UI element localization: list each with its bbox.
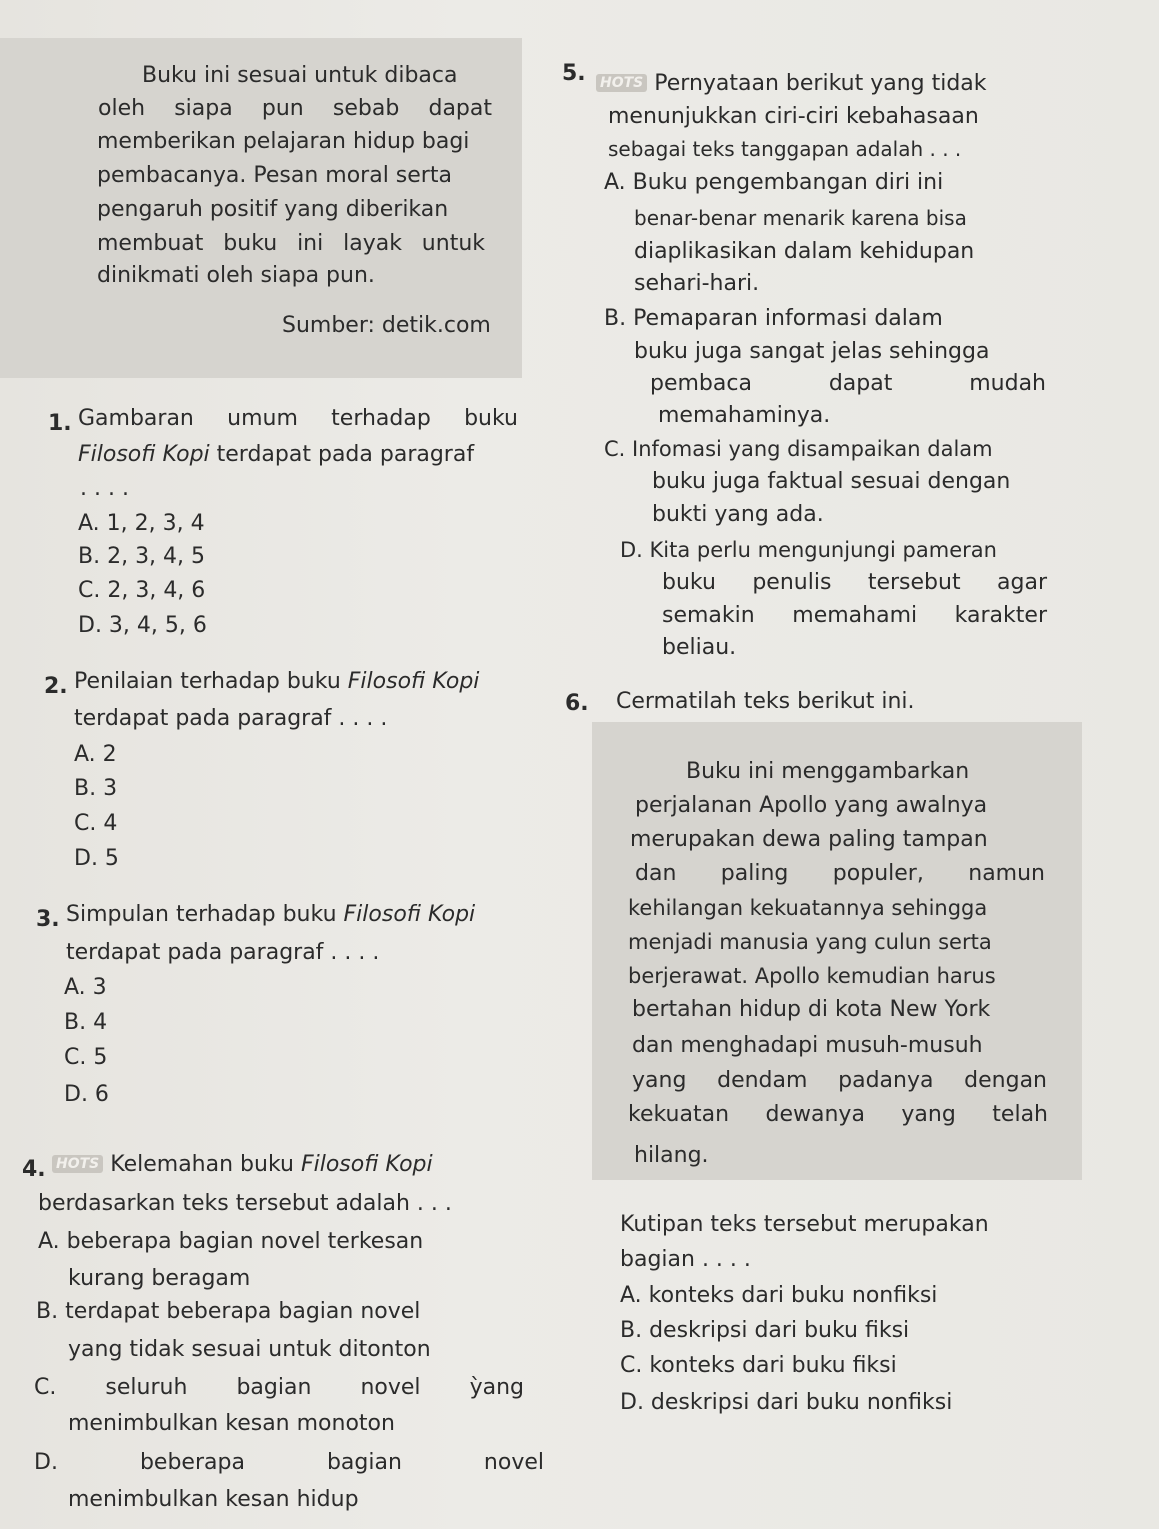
excerpt2-line: berjerawat. Apollo kemudian harus xyxy=(628,964,996,988)
q1-text-b: terdapat pada paragraf xyxy=(209,442,475,467)
q6-prompt: Cermatilah teks berikut ini. xyxy=(616,689,915,714)
q5-option-d-cont: buku penulis tersebut agar xyxy=(662,570,1047,595)
q5-option-a-cont: diaplikasikan dalam kehidupan xyxy=(634,239,975,264)
q3-book-title: Filosofi Kopi xyxy=(343,902,476,927)
q2-text-line2: terdapat pada paragraf . . . . xyxy=(74,706,388,731)
q5-option-c-cont: buku juga faktual sesuai dengan xyxy=(652,469,1011,494)
q5-option-d[interactable]: D. Kita perlu mengunjungi pameran xyxy=(620,538,997,562)
q5-option-a[interactable]: A. Buku pengembangan diri ini xyxy=(604,170,944,195)
q3-option-d[interactable]: D. 6 xyxy=(64,1082,109,1107)
q4-text-line2: berdasarkan teks tersebut adalah . . . xyxy=(38,1191,452,1216)
q4-text-a: Kelemahan buku xyxy=(103,1152,301,1177)
excerpt2-line: yang dendam padanya dengan xyxy=(632,1068,1047,1093)
q1-text-line2 xyxy=(78,441,474,469)
excerpt2-line: hilang. xyxy=(634,1143,709,1168)
q5-text-line3: sebagai teks tanggapan adalah . . . xyxy=(608,137,962,161)
excerpt2-line: bertahan hidup di kota New York xyxy=(632,997,991,1022)
q6-option-a[interactable]: A. konteks dari buku nonfiksi xyxy=(620,1283,938,1308)
q5-option-c[interactable]: C. Infomasi yang disampaikan dalam xyxy=(604,437,993,461)
q4-option-c-cont: menimbulkan kesan monoton xyxy=(68,1411,395,1436)
q2-book-title: Filosofi Kopi xyxy=(347,669,480,694)
excerpt1-line: memberikan pelajaran hidup bagi xyxy=(97,129,470,154)
q6-option-c[interactable]: C. konteks dari buku fiksi xyxy=(620,1353,897,1378)
q4-option-b-cont: yang tidak sesuai untuk ditonton xyxy=(68,1337,431,1362)
q2-option-d[interactable]: D. 5 xyxy=(74,846,119,871)
q1-book-title: Filosofi Kopi xyxy=(78,442,210,467)
hots-badge: HOTS xyxy=(596,74,647,92)
q2-option-b[interactable]: B. 3 xyxy=(74,776,118,801)
excerpt1-line: Buku ini sesuai untuk dibaca xyxy=(142,63,458,88)
q5-number: 5. xyxy=(562,61,586,86)
excerpt2-line: menjadi manusia yang culun serta xyxy=(628,930,992,954)
q2-number: 2. xyxy=(44,674,68,699)
q3-option-a[interactable]: A. 3 xyxy=(64,975,107,1000)
excerpt1-source: Sumber: detik.com xyxy=(282,313,491,338)
excerpt2-line: perjalanan Apollo yang awalnya xyxy=(635,793,988,818)
q4-option-d[interactable]: D. beberapa bagian novel xyxy=(34,1450,544,1475)
q4-option-a-cont: kurang beragam xyxy=(68,1266,251,1291)
q4-number: 4. xyxy=(22,1157,46,1182)
excerpt1-line: pembacanya. Pesan moral serta xyxy=(97,163,452,188)
q6-question: Kutipan teks tersebut merupakan xyxy=(620,1212,989,1237)
q6-number: 6. xyxy=(565,691,589,716)
q2-text xyxy=(74,668,479,696)
q4-option-d-cont: menimbulkan kesan hidup xyxy=(68,1487,359,1512)
q2-option-a[interactable]: A. 2 xyxy=(74,742,117,767)
q5-text-a: Pernyataan berikut yang tidak xyxy=(654,71,987,96)
q4-text xyxy=(52,1151,433,1179)
q3-option-b[interactable]: B. 4 xyxy=(64,1010,108,1035)
q6-option-d[interactable]: D. deskripsi dari buku nonfiksi xyxy=(620,1390,953,1415)
q6-option-b[interactable]: B. deskripsi dari buku fiksi xyxy=(620,1318,910,1343)
q5-text-line2: menunjukkan ciri-ciri kebahasaan xyxy=(608,104,979,129)
q5-option-b-cont: memahaminya. xyxy=(658,403,831,428)
q4-option-c[interactable]: C. seluruh bagian novel ỳang xyxy=(34,1375,524,1400)
excerpt2-line: dan menghadapi musuh-musuh xyxy=(632,1033,983,1058)
excerpt1-line: pengaruh positif yang diberikan xyxy=(97,197,449,222)
q3-text-a: Simpulan terhadap buku xyxy=(66,902,344,927)
q5-option-b-cont: buku juga sangat jelas sehingga xyxy=(634,339,990,364)
hots-badge: HOTS xyxy=(52,1155,103,1173)
q1-option-c[interactable]: C. 2, 3, 4, 6 xyxy=(78,578,206,603)
q3-text-line2: terdapat pada paragraf . . . . xyxy=(66,940,380,965)
q1-option-d[interactable]: D. 3, 4, 5, 6 xyxy=(78,613,207,638)
excerpt2-line: merupakan dewa paling tampan xyxy=(630,827,988,852)
q1-number: 1. xyxy=(48,411,72,436)
q2-text-a: Penilaian terhadap buku xyxy=(74,669,348,694)
q4-book-title: Filosofi Kopi xyxy=(300,1152,433,1177)
q1-option-a[interactable]: A. 1, 2, 3, 4 xyxy=(78,511,205,536)
q1-text-line3: . . . . xyxy=(80,476,129,501)
q4-option-a[interactable]: A. beberapa bagian novel terkesan xyxy=(38,1229,424,1254)
q5-option-b-cont: pembaca dapat mudah xyxy=(650,371,1046,396)
q2-option-c[interactable]: C. 4 xyxy=(74,811,118,836)
q3-number: 3. xyxy=(36,907,60,932)
q5-option-d-cont: semakin memahami karakter xyxy=(662,603,1047,628)
q3-text xyxy=(66,901,475,929)
q5-option-c-cont: bukti yang ada. xyxy=(652,502,824,527)
excerpt1-line: dinikmati oleh siapa pun. xyxy=(97,263,375,288)
q5-option-d-cont: beliau. xyxy=(662,635,737,660)
q6-question-line2: bagian . . . . xyxy=(620,1247,751,1272)
excerpt2-line: kehilangan kekuatannya sehingga xyxy=(628,896,988,920)
q5-option-a-cont: benar-benar menarik karena bisa xyxy=(634,206,967,230)
excerpt2-line: kekuatan dewanya yang telah xyxy=(628,1102,1048,1127)
excerpt1-line: oleh siapa pun sebab dapat xyxy=(98,96,492,121)
q3-option-c[interactable]: C. 5 xyxy=(64,1045,108,1070)
excerpt2-line: dan paling populer, namun xyxy=(635,861,1045,886)
excerpt2-line: Buku ini menggambarkan xyxy=(686,759,970,784)
q5-text xyxy=(596,70,987,98)
q1-option-b[interactable]: B. 2, 3, 4, 5 xyxy=(78,544,206,569)
q1-text: Gambaran umum terhadap buku xyxy=(78,406,518,431)
q5-option-b[interactable]: B. Pemaparan informasi dalam xyxy=(604,306,943,331)
q5-option-a-cont: sehari-hari. xyxy=(634,271,760,296)
q4-option-b[interactable]: B. terdapat beberapa bagian novel xyxy=(36,1299,421,1324)
excerpt1-line: membuat buku ini layak untuk xyxy=(97,231,485,256)
